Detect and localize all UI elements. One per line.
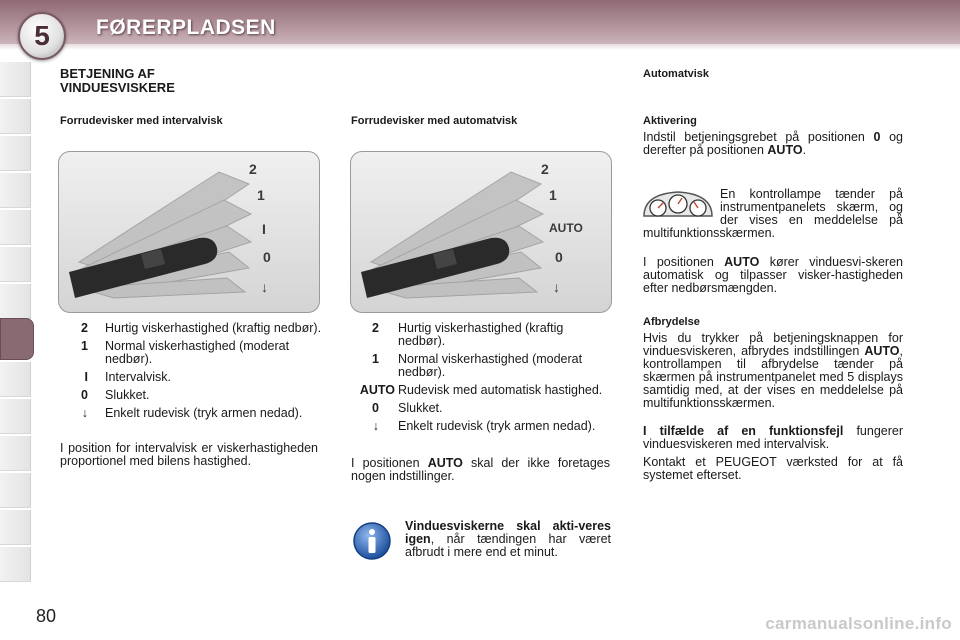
wiper-stalk-image-interval <box>58 151 320 313</box>
legend-row: 0 Slukket. <box>81 388 150 402</box>
legend-row: 0 Slukket. <box>372 401 443 415</box>
subheading-intervalvisk: Forrudevisker med intervalvisk <box>60 115 223 127</box>
subheading-automatvisk: Forrudevisker med automatvisk <box>351 115 518 127</box>
stalk-label-2: 2 <box>541 161 549 177</box>
paragraph-kontrollampe: En kontrollampe tænder på instrumentpanelets skærm, og der vises en meddelelse på multifunktionsskærmen. <box>643 187 903 240</box>
wiper-stalk-illustration <box>351 152 611 312</box>
paragraph-auto-position: I positionen AUTO kører vinduesvi-skeren automatisk og tilpasser visker-hastigheden efter nedbørsmængden. <box>643 255 903 295</box>
watermark: carmanualsonline.info <box>765 614 952 633</box>
legend-row: 2 Hurtig viskerhastighed (kraftig nedbør). <box>81 321 322 335</box>
stalk-label-auto: AUTO <box>549 221 583 235</box>
sidebar-tab[interactable] <box>0 136 31 171</box>
sidebar-tab[interactable] <box>0 210 31 245</box>
paragraph-funktionsfejl: I tilfælde af en funktionsfejl fungerer vinduesviskeren med intervalvisk. <box>643 424 903 451</box>
sidebar-tab[interactable] <box>0 399 31 434</box>
sidebar-tab[interactable] <box>0 247 31 282</box>
sidebar-tab[interactable] <box>0 284 31 319</box>
wiper-stalk-image-auto <box>350 151 612 313</box>
heading-afbrydelse: Afbrydelse <box>643 316 700 328</box>
legend-list-interval <box>60 322 330 425</box>
sidebar-tab[interactable] <box>0 547 31 582</box>
sidebar-tab-active[interactable] <box>0 318 34 360</box>
page-number: 80 <box>36 606 57 626</box>
heading-automatvisk: Automatvisk <box>643 68 710 80</box>
page-title: FØRERPLADSEN <box>96 16 276 39</box>
legend-row: I Intervalvisk. <box>84 370 171 384</box>
paragraph-afbrydelse: Hvis du trykker på betjeningsknappen for vinduesviskeren, afbrydes indstillingen AUTO, kontrollampen til afbrydelse tænder på skærmen på instrumentpanelet med 5 displays samtidig med, at der vises en meddelelse på multifunktionsskærmen. <box>643 331 903 410</box>
heading-aktivering: Aktivering <box>643 115 697 127</box>
sidebar-tab[interactable] <box>0 99 31 134</box>
stalk-label-down: ↓ <box>553 279 560 295</box>
stalk-label-0: 0 <box>263 249 271 265</box>
paragraph-auto: I positionen AUTO skal der ikke foretages nogen indstillinger. <box>351 456 610 483</box>
stalk-label-0: 0 <box>555 249 563 265</box>
legend-row: 1 Normal viskerhastighed (moderat nedbør). <box>81 339 290 366</box>
legend-row: AUTO Rudevisk med automatisk hastighed. <box>359 383 603 397</box>
sidebar-tab[interactable] <box>0 510 31 545</box>
stalk-label-2: 2 <box>249 161 257 177</box>
stalk-label-1: 1 <box>257 187 265 203</box>
stalk-label-down: ↓ <box>261 279 268 295</box>
header-stripe <box>0 44 960 50</box>
sidebar-tab[interactable] <box>0 473 31 508</box>
stalk-label-1: 1 <box>549 187 557 203</box>
section-heading: BETJENING AF VINDUESVISKERE <box>60 66 175 95</box>
legend-row: ↓ Enkelt rudevisk (tryk armen nedad). <box>372 419 596 433</box>
legend-row: 1 Normal viskerhastighed (moderat nedbør). <box>372 352 583 379</box>
legend-list-auto <box>351 322 611 438</box>
chapter-badge: 5 <box>18 12 66 60</box>
note-text: Vinduesviskerne skal akti-veres igen, når tændingen har været afbrudt i mere end et minut. <box>405 519 611 559</box>
chapter-sidebar <box>0 62 34 577</box>
paragraph-aktivering: Indstil betjeningsgrebet på positionen 0 og derefter på positionen AUTO. <box>643 130 903 157</box>
sidebar-tab[interactable] <box>0 173 31 208</box>
info-icon <box>352 521 392 561</box>
paragraph-kontakt: Kontakt et PEUGEOT værksted for at få systemet efterset. <box>643 455 903 482</box>
paragraph-interval: I position for intervalvisk er viskerhastigheden proportionel med bilens hastighed. <box>60 441 318 468</box>
legend-row: ↓ Enkelt rudevisk (tryk armen nedad). <box>81 406 303 420</box>
stalk-label-I: I <box>262 221 266 237</box>
sidebar-tab[interactable] <box>0 436 31 471</box>
sidebar-tab[interactable] <box>0 62 31 97</box>
wiper-stalk-illustration <box>59 152 319 312</box>
legend-row: 2 Hurtig viskerhastighed (kraftig nedbør). <box>372 321 564 348</box>
sidebar-tab[interactable] <box>0 362 31 397</box>
